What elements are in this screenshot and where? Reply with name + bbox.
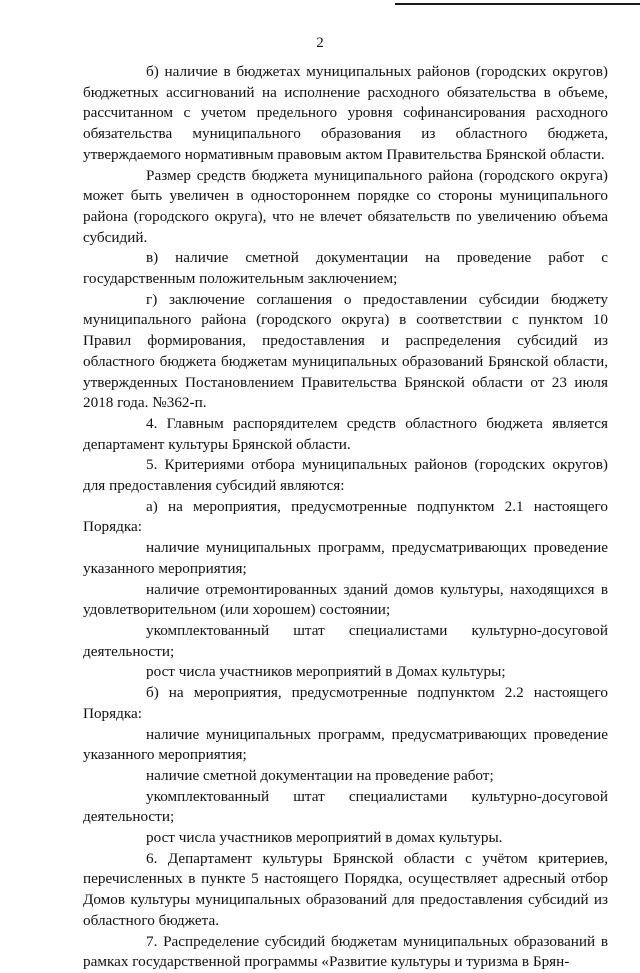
paragraph-6-department-selection: 6. Департамент культуры Брянской области с учётом критериев, перечисленных в пункте 5 настоящего Порядка, осуществляет адресный отбор Домов культуры муниципальных образований для предоставления субсидий из областного бюджета. [83, 849, 608, 929]
top-edge-rule [395, 3, 640, 5]
paragraph-criterion-estimate-docs: наличие сметной документации на проведение работ; [146, 766, 494, 784]
paragraph-criterion-programs-2: наличие муниципальных программ, предусматривающих проведение указанного мероприятия; [83, 725, 608, 764]
paragraph-g-agreement: г) заключение соглашения о предоставлении субсидии бюджету муниципального района (городского округа) в соответствии с пунктом 10 Правил формирования, предоставления и распределения субсидий из областного бюджета бюджетам муниципальных образований Брянской области, утвержденных Постановлением Правительства Брянской области от 23 июля 2018 года. №362-п. [83, 290, 608, 412]
paragraph-budget-increase: Размер средств бюджета муниципального района (городского округа) может быть увеличен в одностороннем порядке со стороны муниципального района (городского округа), что не влечет обязательств по увеличению объема субсидий. [83, 166, 608, 246]
document-body [83, 62, 608, 973]
paragraph-criterion-staff-1: укомплектованный штат специалистами культурно-досуговой деятельности; [83, 621, 608, 660]
paragraph-b-subpoint-2-2: б) на мероприятия, предусмотренные подпунктом 2.2 настоящего Порядка: [83, 684, 608, 722]
paragraph-5-selection-criteria: 5. Критериями отбора муниципальных районов (городских округов) для предоставления субсидий являются: [83, 456, 608, 495]
paragraph-criterion-participants-2: рост числа участников мероприятий в домах культуры. [146, 829, 503, 847]
paragraph-criterion-staff-2: укомплектованный штат специалистами культурно-досуговой деятельности; [83, 787, 608, 826]
paragraph-criterion-participants-1: рост числа участников мероприятий в Домах культуры; [146, 663, 506, 681]
paragraph-7-distribution: 7. Распределение субсидий бюджетам муниципальных образований в рамках государственной программы «Развитие культуры и туризма в Брян- [83, 932, 608, 971]
paragraph-4-chief-manager: 4. Главным распорядителем средств областного бюджета является департамент культуры Брянской области. [83, 414, 608, 453]
paragraph-criterion-programs-1: наличие муниципальных программ, предусматривающих проведение указанного мероприятия; [83, 539, 608, 577]
paragraph-a-subpoint-2-1: а) на мероприятия, предусмотренные подпунктом 2.1 настоящего Порядка: [83, 497, 608, 536]
page-number: 2 [316, 35, 324, 51]
paragraph-v-estimate-docs: в) наличие сметной документации на проведение работ с государственным положительным заключением; [83, 249, 608, 288]
paragraph-criterion-renovated-buildings: наличие отремонтированных зданий домов культуры, находящихся в удовлетворительном (или хорошем) состоянии; [83, 580, 608, 619]
paragraph-b-budget-allocations: б) наличие в бюджетах муниципальных районов (городских округов) бюджетных ассигнований на исполнение расходного обязательства в объеме, рассчитанном с учетом предельного уровня софинансирования расходного обязательства муниципального образования из областного бюджета, утверждаемого нормативным правовым актом Правительства Брянской области. [83, 63, 608, 163]
